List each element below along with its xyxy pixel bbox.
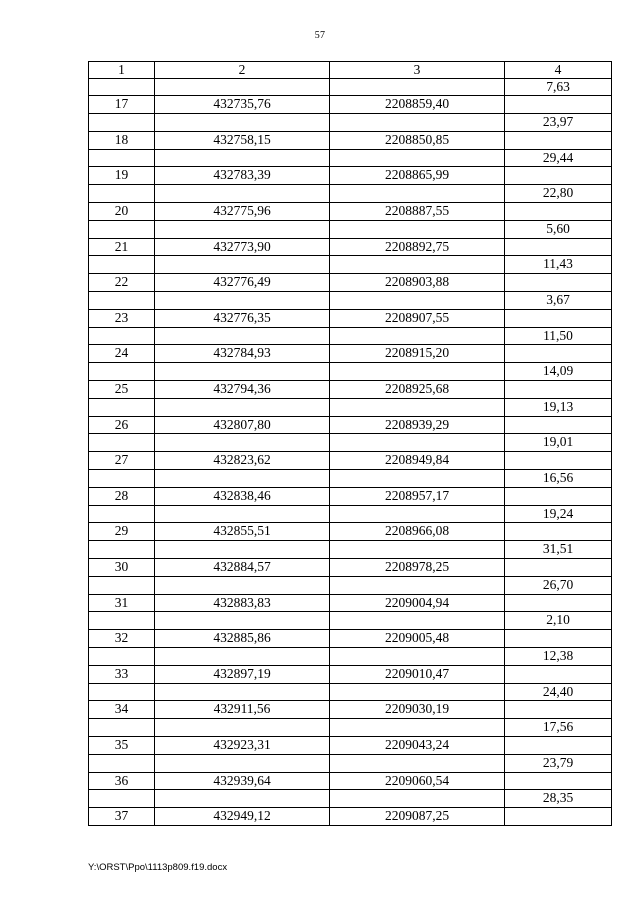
- column-header-2: 2: [155, 62, 330, 79]
- distance-cell: 29,44: [505, 149, 612, 167]
- y-coordinate-cell: 2209030,19: [330, 701, 505, 719]
- distance-cell: 2,10: [505, 612, 612, 630]
- empty-cell: [330, 790, 505, 808]
- empty-cell: [505, 416, 612, 434]
- point-number-cell: 18: [89, 131, 155, 149]
- column-header-4: 4: [505, 62, 612, 79]
- x-coordinate-cell: 432911,56: [155, 701, 330, 719]
- empty-cell: [89, 398, 155, 416]
- empty-cell: [89, 648, 155, 666]
- x-coordinate-cell: 432883,83: [155, 594, 330, 612]
- y-coordinate-cell: 2208978,25: [330, 559, 505, 577]
- empty-cell: [505, 309, 612, 327]
- empty-cell: [89, 185, 155, 203]
- empty-cell: [155, 185, 330, 203]
- empty-cell: [155, 398, 330, 416]
- empty-cell: [89, 470, 155, 488]
- table-row: [89, 648, 612, 666]
- empty-cell: [89, 612, 155, 630]
- empty-cell: [89, 434, 155, 452]
- point-number-cell: 20: [89, 203, 155, 221]
- x-coordinate-cell: 432735,76: [155, 96, 330, 114]
- table-body: [89, 78, 612, 825]
- empty-cell: [155, 470, 330, 488]
- table-row: [89, 256, 612, 274]
- table-row: [89, 381, 612, 399]
- y-coordinate-cell: 2208957,17: [330, 487, 505, 505]
- x-coordinate-cell: 432949,12: [155, 808, 330, 826]
- empty-cell: [330, 78, 505, 96]
- table-row: [89, 131, 612, 149]
- empty-cell: [330, 505, 505, 523]
- distance-cell: 12,38: [505, 648, 612, 666]
- point-number-cell: 29: [89, 523, 155, 541]
- distance-cell: 3,67: [505, 292, 612, 310]
- empty-cell: [505, 167, 612, 185]
- table-row: [89, 523, 612, 541]
- empty-cell: [89, 683, 155, 701]
- empty-cell: [155, 719, 330, 737]
- distance-cell: 7,63: [505, 78, 612, 96]
- table-row: [89, 790, 612, 808]
- empty-cell: [155, 149, 330, 167]
- table-row: [89, 327, 612, 345]
- empty-cell: [155, 327, 330, 345]
- empty-cell: [505, 630, 612, 648]
- empty-cell: [89, 292, 155, 310]
- distance-cell: 17,56: [505, 719, 612, 737]
- empty-cell: [89, 541, 155, 559]
- point-number-cell: 27: [89, 452, 155, 470]
- table-row: [89, 78, 612, 96]
- x-coordinate-cell: 432823,62: [155, 452, 330, 470]
- distance-cell: 31,51: [505, 541, 612, 559]
- table-row: [89, 594, 612, 612]
- empty-cell: [505, 487, 612, 505]
- empty-cell: [89, 576, 155, 594]
- empty-cell: [505, 96, 612, 114]
- y-coordinate-cell: 2209087,25: [330, 808, 505, 826]
- table-row: [89, 665, 612, 683]
- distance-cell: 23,79: [505, 754, 612, 772]
- x-coordinate-cell: 432885,86: [155, 630, 330, 648]
- empty-cell: [155, 78, 330, 96]
- empty-cell: [330, 612, 505, 630]
- empty-cell: [155, 683, 330, 701]
- table-row: [89, 309, 612, 327]
- empty-cell: [89, 327, 155, 345]
- empty-cell: [505, 274, 612, 292]
- x-coordinate-cell: 432884,57: [155, 559, 330, 577]
- empty-cell: [155, 114, 330, 132]
- empty-cell: [89, 505, 155, 523]
- empty-cell: [89, 719, 155, 737]
- point-number-cell: 33: [89, 665, 155, 683]
- table-row: [89, 470, 612, 488]
- distance-cell: 23,97: [505, 114, 612, 132]
- table-row: [89, 238, 612, 256]
- empty-cell: [505, 736, 612, 754]
- y-coordinate-cell: 2208865,99: [330, 167, 505, 185]
- empty-cell: [155, 648, 330, 666]
- y-coordinate-cell: 2208907,55: [330, 309, 505, 327]
- y-coordinate-cell: 2209005,48: [330, 630, 505, 648]
- table-row: [89, 736, 612, 754]
- empty-cell: [89, 790, 155, 808]
- empty-cell: [330, 363, 505, 381]
- y-coordinate-cell: 2209043,24: [330, 736, 505, 754]
- empty-cell: [330, 576, 505, 594]
- x-coordinate-cell: 432939,64: [155, 772, 330, 790]
- empty-cell: [330, 327, 505, 345]
- table-row: [89, 398, 612, 416]
- y-coordinate-cell: 2209004,94: [330, 594, 505, 612]
- y-coordinate-cell: 2208925,68: [330, 381, 505, 399]
- table-row: [89, 754, 612, 772]
- empty-cell: [505, 701, 612, 719]
- empty-cell: [505, 203, 612, 221]
- table-row: [89, 203, 612, 221]
- y-coordinate-cell: 2208850,85: [330, 131, 505, 149]
- empty-cell: [330, 683, 505, 701]
- table-row: [89, 274, 612, 292]
- empty-cell: [330, 470, 505, 488]
- point-number-cell: 22: [89, 274, 155, 292]
- x-coordinate-cell: 432783,39: [155, 167, 330, 185]
- table-row: [89, 96, 612, 114]
- empty-cell: [155, 292, 330, 310]
- y-coordinate-cell: 2209060,54: [330, 772, 505, 790]
- table-row: [89, 434, 612, 452]
- distance-cell: 5,60: [505, 220, 612, 238]
- point-number-cell: 19: [89, 167, 155, 185]
- table-row: [89, 452, 612, 470]
- empty-cell: [505, 559, 612, 577]
- column-header-1: 1: [89, 62, 155, 79]
- x-coordinate-cell: 432897,19: [155, 665, 330, 683]
- y-coordinate-cell: 2208903,88: [330, 274, 505, 292]
- empty-cell: [330, 256, 505, 274]
- point-number-cell: 26: [89, 416, 155, 434]
- point-number-cell: 31: [89, 594, 155, 612]
- y-coordinate-cell: 2209010,47: [330, 665, 505, 683]
- table-row: [89, 220, 612, 238]
- distance-cell: 26,70: [505, 576, 612, 594]
- x-coordinate-cell: 432855,51: [155, 523, 330, 541]
- empty-cell: [330, 648, 505, 666]
- x-coordinate-cell: 432776,35: [155, 309, 330, 327]
- distance-cell: 14,09: [505, 363, 612, 381]
- empty-cell: [155, 754, 330, 772]
- empty-cell: [505, 238, 612, 256]
- empty-cell: [330, 149, 505, 167]
- y-coordinate-cell: 2208939,29: [330, 416, 505, 434]
- table-row: [89, 292, 612, 310]
- point-number-cell: 36: [89, 772, 155, 790]
- table-row: [89, 487, 612, 505]
- empty-cell: [155, 363, 330, 381]
- point-number-cell: 30: [89, 559, 155, 577]
- table-row: [89, 808, 612, 826]
- table-header-row: [89, 62, 612, 79]
- distance-cell: 19,01: [505, 434, 612, 452]
- x-coordinate-cell: 432758,15: [155, 131, 330, 149]
- point-number-cell: 37: [89, 808, 155, 826]
- distance-cell: 19,13: [505, 398, 612, 416]
- y-coordinate-cell: 2208859,40: [330, 96, 505, 114]
- table-row: [89, 683, 612, 701]
- empty-cell: [330, 754, 505, 772]
- empty-cell: [505, 452, 612, 470]
- point-number-cell: 35: [89, 736, 155, 754]
- empty-cell: [89, 363, 155, 381]
- distance-cell: 24,40: [505, 683, 612, 701]
- empty-cell: [505, 523, 612, 541]
- table-row: [89, 416, 612, 434]
- table-row: [89, 576, 612, 594]
- table-row: [89, 612, 612, 630]
- empty-cell: [89, 754, 155, 772]
- empty-cell: [505, 772, 612, 790]
- distance-cell: 11,43: [505, 256, 612, 274]
- table-row: [89, 345, 612, 363]
- table-row: [89, 167, 612, 185]
- point-number-cell: 17: [89, 96, 155, 114]
- empty-cell: [330, 541, 505, 559]
- x-coordinate-cell: 432775,96: [155, 203, 330, 221]
- table-row: [89, 505, 612, 523]
- x-coordinate-cell: 432794,36: [155, 381, 330, 399]
- empty-cell: [89, 114, 155, 132]
- empty-cell: [505, 345, 612, 363]
- empty-cell: [505, 381, 612, 399]
- x-coordinate-cell: 432773,90: [155, 238, 330, 256]
- empty-cell: [155, 256, 330, 274]
- empty-cell: [330, 719, 505, 737]
- empty-cell: [505, 808, 612, 826]
- empty-cell: [155, 505, 330, 523]
- table-row: [89, 701, 612, 719]
- empty-cell: [330, 292, 505, 310]
- table-row: [89, 185, 612, 203]
- table-row: [89, 363, 612, 381]
- distance-cell: 28,35: [505, 790, 612, 808]
- empty-cell: [155, 434, 330, 452]
- point-number-cell: 28: [89, 487, 155, 505]
- y-coordinate-cell: 2208949,84: [330, 452, 505, 470]
- point-number-cell: 23: [89, 309, 155, 327]
- page-number: 57: [314, 30, 326, 41]
- table-row: [89, 630, 612, 648]
- empty-cell: [330, 185, 505, 203]
- empty-cell: [330, 114, 505, 132]
- x-coordinate-cell: 432776,49: [155, 274, 330, 292]
- empty-cell: [330, 434, 505, 452]
- empty-cell: [89, 220, 155, 238]
- coordinates-table: [88, 61, 612, 826]
- x-coordinate-cell: 432923,31: [155, 736, 330, 754]
- table-row: [89, 719, 612, 737]
- empty-cell: [505, 594, 612, 612]
- empty-cell: [155, 220, 330, 238]
- y-coordinate-cell: 2208966,08: [330, 523, 505, 541]
- table-row: [89, 541, 612, 559]
- x-coordinate-cell: 432807,80: [155, 416, 330, 434]
- x-coordinate-cell: 432784,93: [155, 345, 330, 363]
- x-coordinate-cell: 432838,46: [155, 487, 330, 505]
- y-coordinate-cell: 2208892,75: [330, 238, 505, 256]
- empty-cell: [505, 131, 612, 149]
- distance-cell: 11,50: [505, 327, 612, 345]
- y-coordinate-cell: 2208915,20: [330, 345, 505, 363]
- empty-cell: [155, 576, 330, 594]
- file-path-footer: Y:\ORST\Ppo\1113p809.f19.docx: [88, 862, 228, 873]
- empty-cell: [155, 541, 330, 559]
- point-number-cell: 32: [89, 630, 155, 648]
- distance-cell: 22,80: [505, 185, 612, 203]
- table-row: [89, 559, 612, 577]
- point-number-cell: 21: [89, 238, 155, 256]
- empty-cell: [330, 220, 505, 238]
- point-number-cell: 34: [89, 701, 155, 719]
- empty-cell: [155, 612, 330, 630]
- empty-cell: [89, 78, 155, 96]
- column-header-3: 3: [330, 62, 505, 79]
- distance-cell: 19,24: [505, 505, 612, 523]
- empty-cell: [89, 256, 155, 274]
- table-row: [89, 772, 612, 790]
- distance-cell: 16,56: [505, 470, 612, 488]
- empty-cell: [330, 398, 505, 416]
- point-number-cell: 25: [89, 381, 155, 399]
- y-coordinate-cell: 2208887,55: [330, 203, 505, 221]
- table-row: [89, 149, 612, 167]
- empty-cell: [155, 790, 330, 808]
- empty-cell: [89, 149, 155, 167]
- table-row: [89, 114, 612, 132]
- point-number-cell: 24: [89, 345, 155, 363]
- empty-cell: [505, 665, 612, 683]
